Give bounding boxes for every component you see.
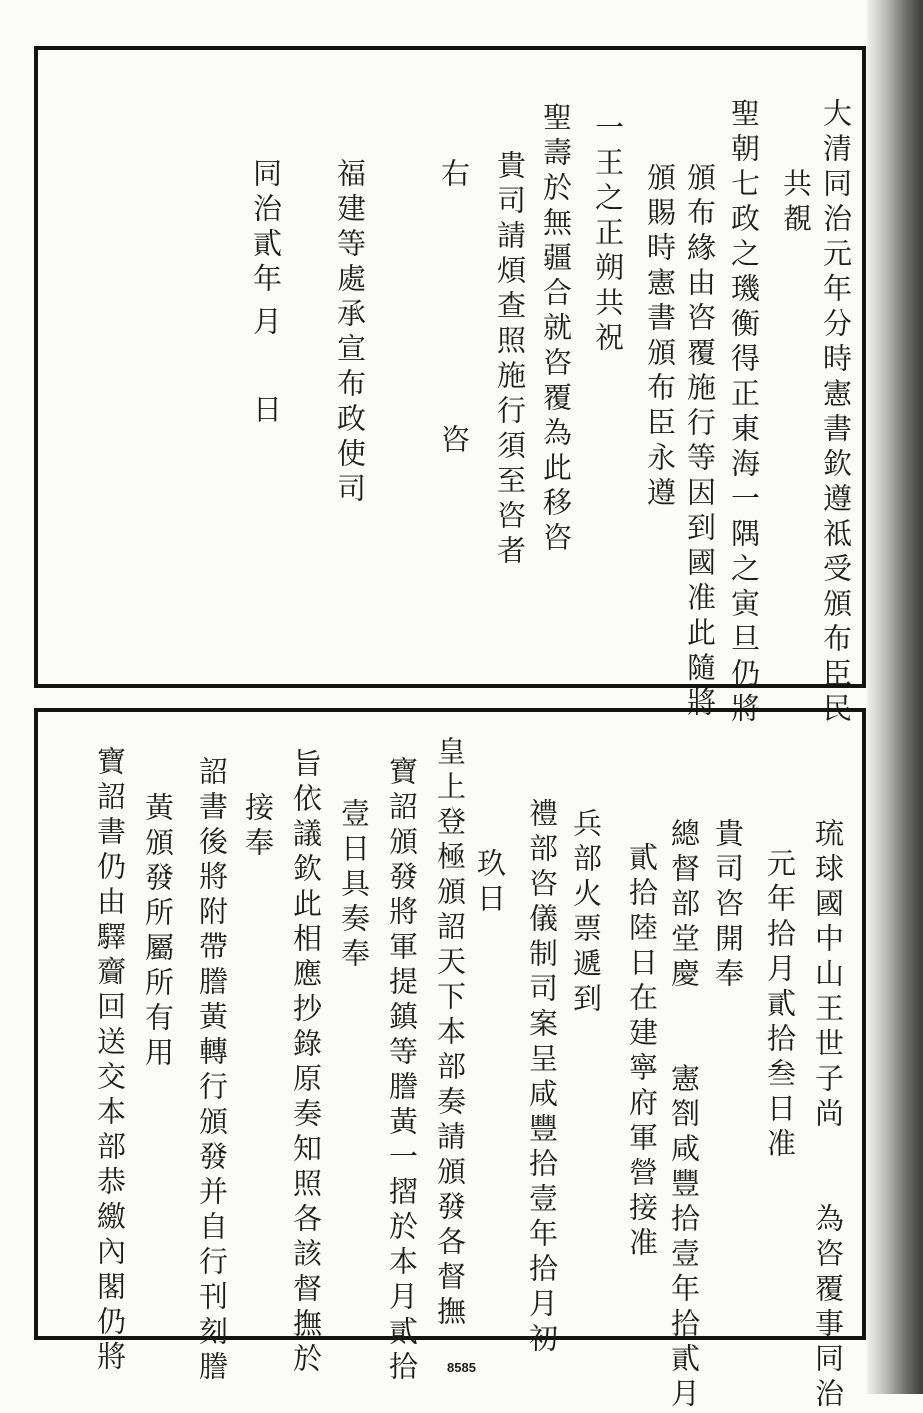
text-column: 頒布緣由咨覆施行等因到國准此隨將: [683, 162, 717, 722]
text-column: 皇上登極頒詔天下本部奏請頒發各督撫: [433, 736, 467, 1331]
text-column: 右: [437, 158, 471, 193]
text-column: 詔書後將附帶謄黃轉行頒發并自行刊刻謄: [195, 756, 229, 1386]
page-number: 8585: [447, 1360, 476, 1375]
text-column: 貳拾陸日在建寧府軍營接准: [625, 842, 659, 1262]
text-column: 大清同治元年分時憲書欽遵祗受頒布臣民: [819, 98, 853, 728]
text-column: 共覩: [779, 168, 813, 238]
text-column: 貴司咨開奉: [711, 818, 745, 993]
book-spine-shadow: [867, 0, 923, 1394]
text-column: 咨: [437, 424, 471, 459]
text-column: 寶詔書仍由驛齎回送交本部恭繳內閣仍將: [93, 746, 127, 1376]
text-column: 貴司請煩查照施行須至咨者: [493, 150, 527, 570]
text-column: 寶詔頒發將軍提鎮等謄黃一摺於本月貳拾: [385, 756, 419, 1386]
text-column: 頒賜時憲書頒布臣永遵: [643, 162, 677, 512]
text-column: 琉球國中山王世子尚 為咨覆事同治: [811, 818, 845, 1413]
text-column: 聖壽於無疆合就咨覆為此移咨: [539, 102, 573, 557]
text-column: 福建等處承宣布政使司: [333, 158, 367, 508]
text-column: 元年拾月貳拾叁日准: [763, 848, 797, 1163]
text-column: 旨依議欽此相應抄錄原奏知照各該督撫於: [289, 748, 323, 1378]
text-column: 聖朝七政之璣衡得正東海一隅之寅旦仍將: [727, 98, 761, 728]
text-column: 壹日具奏奉: [337, 798, 371, 973]
text-column: 同治貳年: [249, 158, 283, 298]
text-column: 禮部咨儀制司案呈咸豐拾壹年拾月初: [525, 798, 559, 1358]
text-column: 月: [249, 306, 283, 341]
text-column: 接奉: [241, 792, 275, 862]
text-column: 黃頒發所屬所有用: [141, 792, 175, 1072]
text-column: 玖日: [473, 848, 507, 918]
text-column: 兵部火票遞到: [569, 808, 603, 1018]
text-column: 總督部堂慶 憲劄咸豐拾壹年拾貳月: [667, 818, 701, 1413]
text-column: 一王之正朔共祝: [591, 112, 625, 357]
text-column: 日: [249, 394, 283, 429]
top-document-frame: [34, 46, 866, 728]
